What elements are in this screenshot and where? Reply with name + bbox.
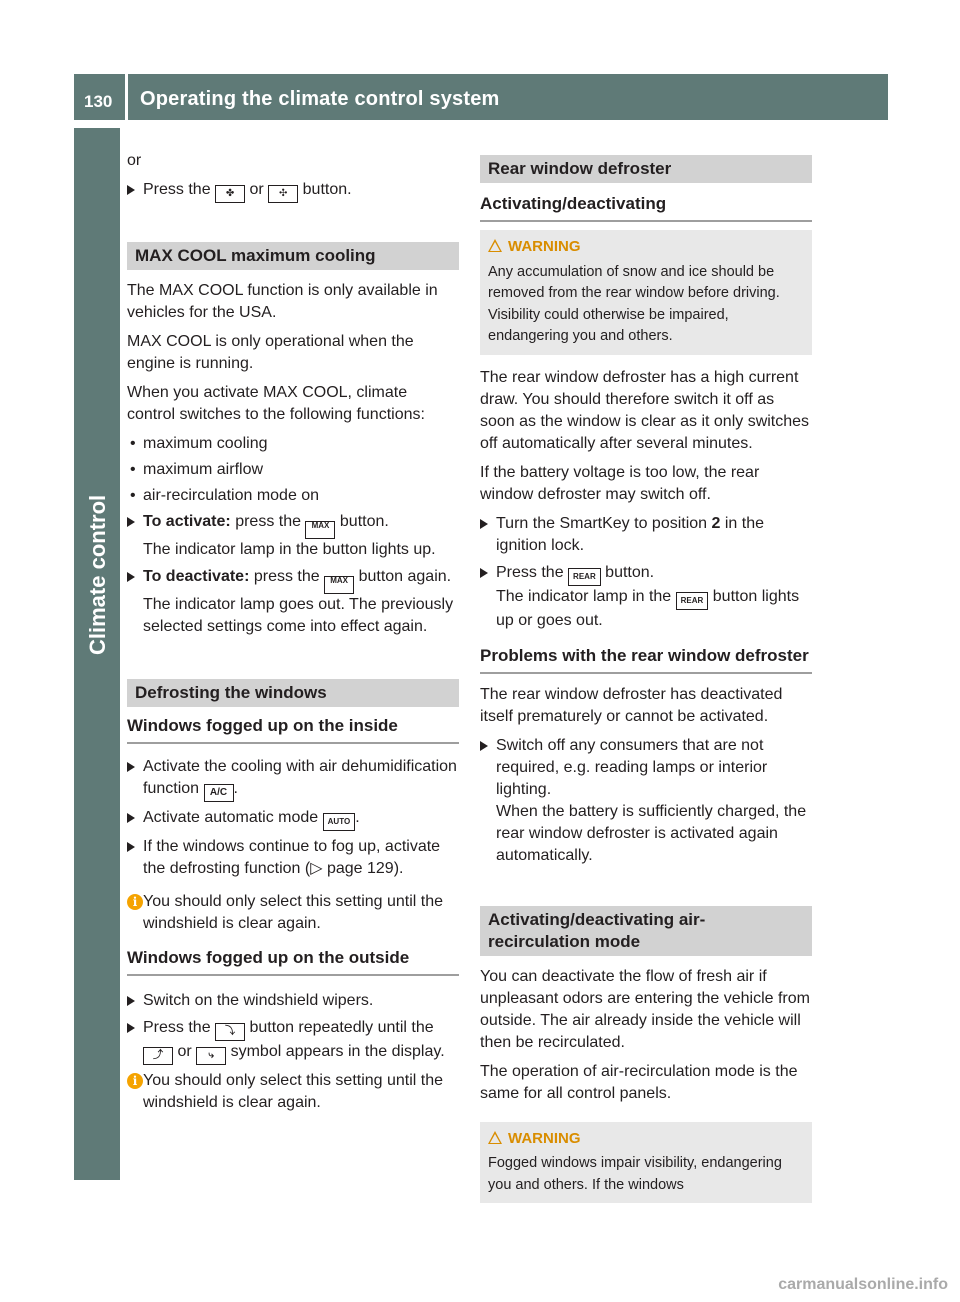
- maxcool-heading: MAX COOL maximum cooling: [127, 242, 459, 270]
- step-deactivate: To deactivate: press the MAX button again. The indicator lamp goes out. The previously selected settings come into effect again.: [127, 566, 459, 638]
- rear-defroster-heading: Rear window defroster: [480, 155, 812, 183]
- fan-up-button-icon: ✤: [215, 185, 245, 203]
- step-arrow-icon: [127, 572, 135, 582]
- bullet-item: • air-recirculation mode on: [130, 487, 320, 504]
- auto-button-icon: AUTO: [323, 813, 356, 831]
- info-icon: i: [127, 894, 143, 910]
- header-bar: [74, 74, 888, 120]
- or-inline: or: [249, 181, 264, 198]
- side-label: Climate control: [85, 494, 110, 655]
- fan-down-button-icon: ✣: [268, 185, 298, 203]
- warning-box: WARNING Any accumulation of snow and ice should be removed from the rear window before driving. Visibility could otherwise be impaired, endangering you and others.: [480, 230, 812, 355]
- info-note: i You should only select this setting until the windshield is clear again.: [127, 1070, 459, 1114]
- defrost-heading: Defrosting the windows: [127, 679, 459, 707]
- step-arrow-icon: [127, 813, 135, 823]
- rear-defroster-button-icon: REAR: [676, 592, 709, 610]
- or-text: or: [127, 152, 142, 169]
- step-arrow-icon: [127, 842, 135, 852]
- recirc-heading: Activating/deactivating air-recirculation mode: [480, 906, 812, 956]
- step-rear-button: Press the REAR button. The indicator lamp in the REAR button lights up or goes out.: [480, 562, 812, 632]
- step-smartkey: Turn the SmartKey to position 2 in the ignition lock.: [480, 513, 812, 557]
- warning-icon: [488, 1131, 502, 1144]
- step-ac: Activate the cooling with air dehumidification function A/C .: [127, 756, 459, 802]
- activating-heading: Activating/deactivating: [480, 193, 812, 222]
- step-consumers: Switch off any consumers that are not required, e.g. reading lamps or interior lighting. When the battery is sufficiently charged, the rear window defroster is activated again automatically.: [480, 735, 812, 867]
- problems-heading: Problems with the rear window defroster: [480, 645, 812, 674]
- airflow-windshield-footwell-icon: ⤷: [196, 1047, 226, 1065]
- inside-heading: Windows fogged up on the inside: [127, 715, 459, 744]
- step-text: Press the: [143, 181, 211, 198]
- step-airflow: Press the ⤵ button repeatedly until the ⤴ or ⤷ symbol appears in the display.: [127, 1017, 459, 1065]
- right-column: [480, 155, 812, 1203]
- max-cool-button-icon: MAX: [324, 576, 354, 594]
- footer-watermark: carmanualsonline.info: [778, 1276, 948, 1293]
- warning-box: WARNING Fogged windows impair visibility, endangering you and others. If the windows: [480, 1122, 812, 1204]
- step-auto: Activate automatic mode AUTO .: [127, 807, 459, 831]
- header-divider: [125, 74, 128, 120]
- maxcool-p3: When you activate MAX COOL, climate control switches to the following functions:: [127, 384, 425, 423]
- step-activate: To activate: press the MAX button. The indicator lamp in the button lights up.: [127, 511, 459, 561]
- bullet-item: • maximum cooling: [130, 435, 268, 452]
- maxcool-p1: The MAX COOL function is only available in vehicles for the USA.: [127, 282, 438, 321]
- step-arrow-icon: [480, 568, 488, 578]
- info-note: i You should only select this setting until the windshield is clear again.: [127, 891, 459, 935]
- rear-defroster-button-icon: REAR: [568, 568, 601, 586]
- max-cool-button-icon: MAX: [305, 521, 335, 539]
- warning-icon: [488, 239, 502, 252]
- page-number: 130: [84, 92, 113, 111]
- outside-heading: Windows fogged up on the outside: [127, 947, 459, 976]
- info-icon: i: [127, 1073, 143, 1089]
- airflow-windshield-icon: ⤴: [143, 1047, 173, 1065]
- recirc-p1: You can deactivate the flow of fresh air if unpleasant odors are entering the vehicle from outside. The air already inside the vehicle will then be recirculated.: [480, 967, 810, 1051]
- step-arrow-icon: [127, 185, 135, 195]
- warning-text: Any accumulation of snow and ice should be removed from the rear window before driving. Visibility could otherwise be impaired, endangering you and others.: [488, 263, 780, 344]
- step-arrow-icon: [127, 1023, 135, 1033]
- rear-p1: The rear window defroster has a high current draw. You should therefore switch it off as soon as the window is clear as it only switches off automatically after several minutes.: [480, 368, 810, 452]
- rear-p3: The rear window defroster has deactivated itself prematurely or cannot be activated.: [480, 685, 783, 725]
- page-title: Operating the climate control system: [140, 88, 500, 110]
- warning-text: Fogged windows impair visibility, endangering you and others. If the windows: [488, 1155, 782, 1193]
- step-arrow-icon: [127, 517, 135, 527]
- maxcool-p2: MAX COOL is only operational when the engine is running.: [127, 333, 414, 372]
- step-defrost: If the windows continue to fog up, activate the defrosting function (▷ page 129).: [127, 836, 459, 880]
- step-arrow-icon: [127, 762, 135, 772]
- airflow-button-icon: ⤵: [215, 1023, 245, 1041]
- recirc-p2: The operation of air-recirculation mode is the same for all control panels.: [480, 1062, 798, 1102]
- step-wipers: Switch on the windshield wipers.: [127, 990, 459, 1012]
- step-arrow-icon: [127, 996, 135, 1006]
- bullet-item: • maximum airflow: [130, 461, 264, 478]
- left-column: [127, 150, 459, 1122]
- step-arrow-icon: [480, 741, 488, 751]
- step-text-post: button.: [302, 181, 352, 198]
- step-arrow-icon: [480, 519, 488, 529]
- rear-p2: If the battery voltage is too low, the rear window defroster may switch off.: [480, 463, 760, 503]
- ac-button-icon: A/C: [204, 784, 234, 802]
- step-fan: [127, 179, 459, 203]
